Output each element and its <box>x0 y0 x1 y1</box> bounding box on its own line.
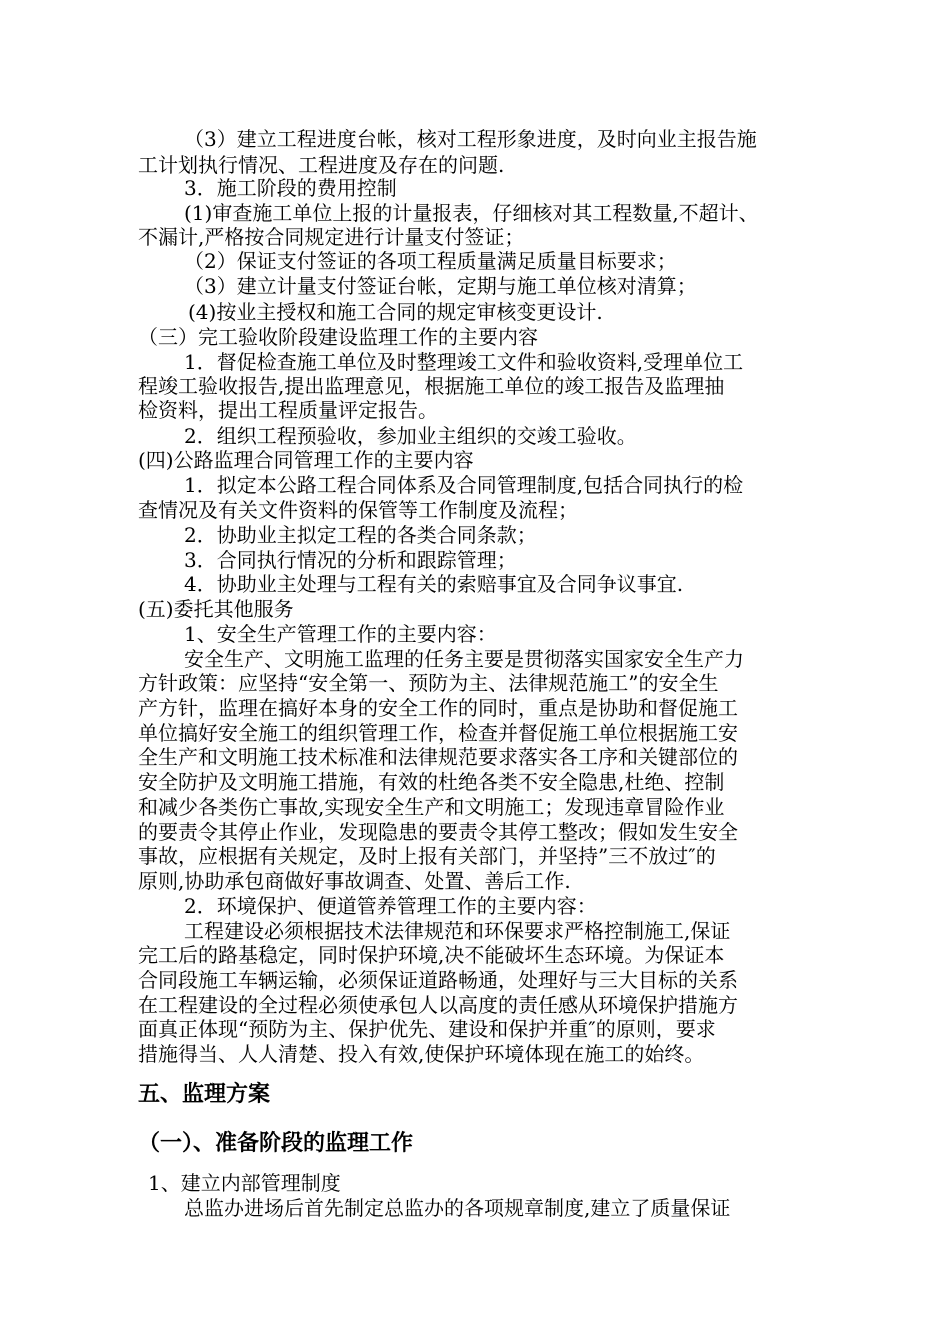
text-line: 原则,协助承包商做好事故调查、处置、善后工作. <box>138 869 571 893</box>
text-line: 工计划执行情况、工程进度及存在的问题. <box>138 153 505 177</box>
text-line: 2．协助业主拟定工程的各类合同条款； <box>184 523 537 547</box>
text-line: 产方针，监理在搞好本身的安全工作的同时，重点是协助和督促施工 <box>138 696 738 720</box>
text-line: （3）建立工程进度台帐，核对工程形象进度，及时向业主报告施 <box>184 127 757 151</box>
text-line: 1．拟定本公路工程合同体系及合同管理制度,包括合同执行的检 <box>184 473 744 497</box>
text-line: 单位搞好安全施工的组织管理工作，检查并督促施工单位根据施工安 <box>138 721 738 745</box>
text-line: 1．督促检查施工单位及时整理竣工文件和验收资料,受理单位工 <box>184 350 744 374</box>
text-line: (五)委托其他服务 <box>138 597 294 621</box>
text-line: (1)审查施工单位上报的计量报表，仔细核对其工程数量,不超计、 <box>184 201 759 225</box>
text-line: 事故，应根据有关规定，及时上报有关部门，并坚持”三不放过″的 <box>138 844 716 868</box>
section-heading: 五、监理方案 <box>138 1082 271 1107</box>
text-line: 工程建设必须根据技术法律规范和环保要求严格控制施工,保证 <box>184 919 731 943</box>
text-line: （2）保证支付签证的各项工程质量满足质量目标要求； <box>184 249 677 273</box>
text-line: （3）建立计量支付签证台帐，定期与施工单位核对清算； <box>184 274 697 298</box>
text-line: 总监办进场后首先制定总监办的各项规章制度,建立了质量保证 <box>184 1196 731 1220</box>
text-line: 完工后的路基稳定，同时保护环境,决不能破坏生态环境。为保证本 <box>138 943 725 967</box>
text-line: 全生产和文明施工技术标准和法律规范要求落实各工序和关键部位的 <box>138 745 738 769</box>
text-line: 3．合同执行情况的分析和跟踪管理； <box>184 548 517 572</box>
subsection-heading: （一）、准备阶段的监理工作 <box>138 1131 414 1156</box>
text-line: (4)按业主授权和施工合同的规定审核变更设计. <box>188 300 603 324</box>
text-line: 合同段施工车辆运输，必须保证道路畅通，处理好与三大目标的关系 <box>138 968 738 992</box>
text-line: (四)公路监理合同管理工作的主要内容 <box>138 448 474 472</box>
text-line: 4．协助业主处理与工程有关的索赔事宜及合同争议事宜. <box>184 572 684 596</box>
text-line: 2．组织工程预验收，参加业主组织的交竣工验收。 <box>184 424 637 448</box>
text-line: （三）完工验收阶段建设监理工作的主要内容 <box>138 325 538 349</box>
text-line: 措施得当、人人清楚、投入有效,使保护环境体现在施工的始终。 <box>138 1042 705 1066</box>
text-line: 在工程建设的全过程必须使承包人以高度的责任感从环境保护措施方 <box>138 993 738 1017</box>
text-line: 检资料，提出工程质量评定报告。 <box>138 398 438 422</box>
text-line: 方针政策：应坚持“安全第一、预防为主、法律规范施工”的安全生 <box>138 671 719 695</box>
text-line: 的要责令其停止作业，发现隐患的要责令其停工整改；假如发生安全 <box>138 820 738 844</box>
text-line: 安全生产、文明施工监理的任务主要是贯彻落实国家安全生产力 <box>184 647 744 671</box>
text-line: 1、建立内部管理制度 <box>148 1171 341 1195</box>
text-line: 不漏计,严格按合同规定进行计量支付签证； <box>138 225 525 249</box>
text-line: 面真正体现“预防为主、保护优先、建设和保护并重″的原则，要求 <box>138 1017 716 1041</box>
text-line: 1、安全生产管理工作的主要内容： <box>184 622 497 646</box>
text-line: 安全防护及文明施工措施，有效的杜绝各类不安全隐患,杜绝、控制 <box>138 770 725 794</box>
text-line: 和减少各类伤亡事故,实现安全生产和文明施工；发现违章冒险作业 <box>138 795 725 819</box>
text-line: 程竣工验收报告,提出监理意见，根据施工单位的竣工报告及监理抽 <box>138 374 725 398</box>
text-line: 查情况及有关文件资料的保管等工作制度及流程； <box>138 498 578 522</box>
text-line: 3．施工阶段的费用控制 <box>184 176 397 200</box>
text-line: 2．环境保护、便道管养管理工作的主要内容： <box>184 894 597 918</box>
